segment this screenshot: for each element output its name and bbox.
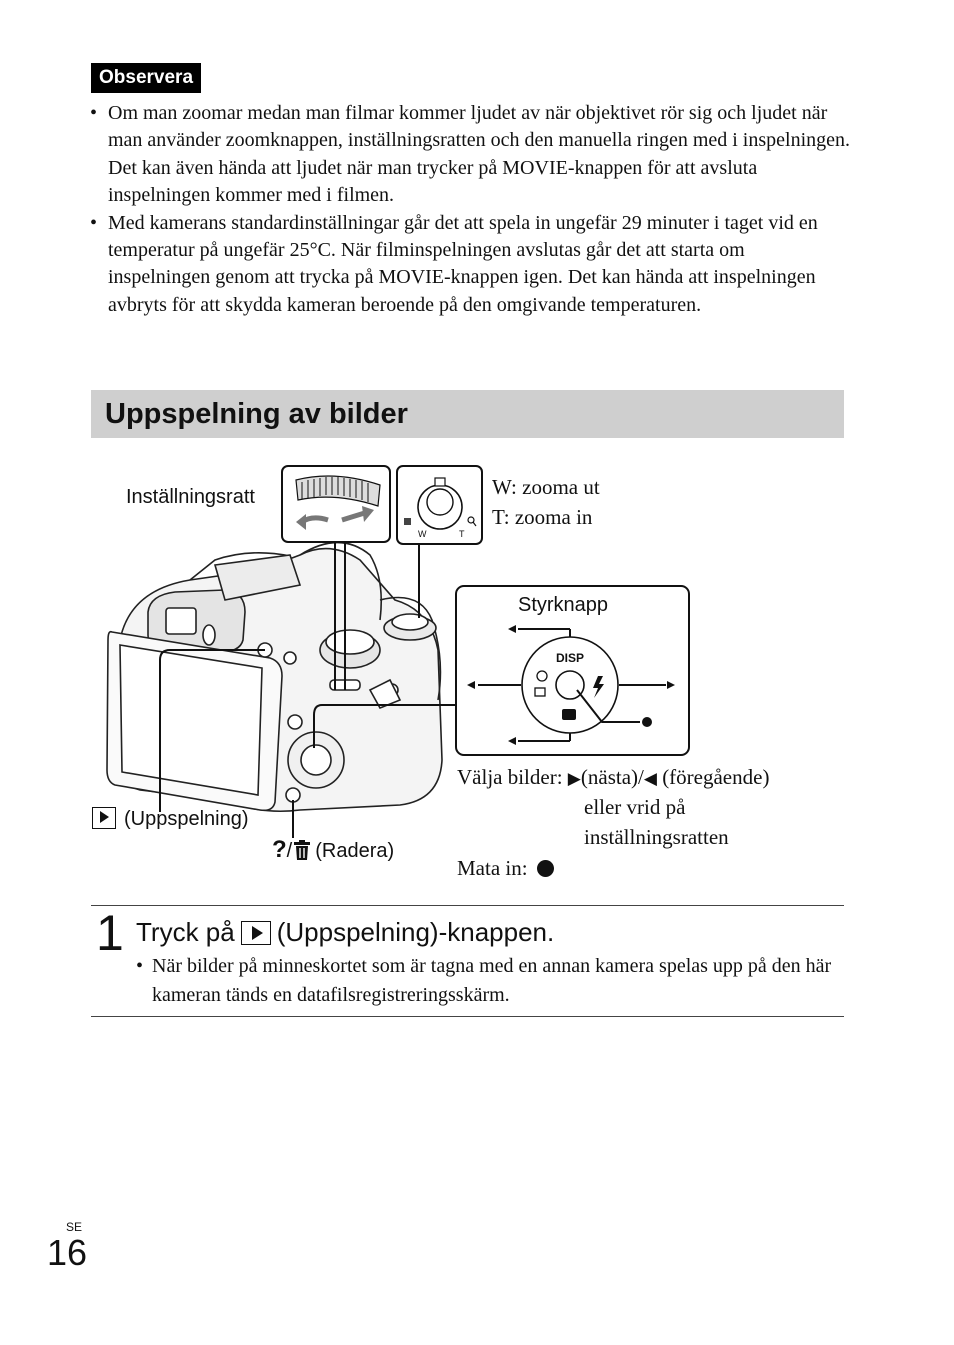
dial-label: Inställningsratt [126, 486, 255, 508]
zoom-t-mark: T [459, 529, 465, 539]
note-bullets [90, 100, 850, 319]
select-label: Välja bilder: ▶(nästa)/◀ (föregående) [457, 765, 770, 789]
trash-icon [293, 840, 311, 860]
section-title: Uppspelning av bilder [105, 398, 408, 430]
delete-label: ?/ (Radera) [272, 836, 395, 863]
step-bullet: • När bilder på minneskortet som är tagna med en annan kamera spelas upp på den här kameran tänds en datafilsregistreringsskärm. [136, 952, 836, 1010]
playback-label: (Uppspelning) [92, 807, 249, 831]
prev-arrow-icon: ◀ [643, 769, 657, 788]
note-bullet: • Med kamerans standardinställningar går det att spela in ungefär 29 minuter i taget vid en temperatur på ungefär 25°C. När filminspelningen avslutas går det att starta om inspelningen genom att trycka på MOVIE-knappen igen. Det kan hända att inspelningen avbryts för att skydda kameran beroende på den omgivande temperaturen. [90, 210, 850, 320]
step-bottom-rule [91, 1016, 844, 1017]
step-top-rule [91, 905, 844, 906]
step-title: Tryck på (Uppspelning)-knappen. [136, 917, 555, 947]
enter-label: Mata in: [457, 853, 554, 883]
enter-dot-icon [537, 860, 554, 877]
playback-icon [241, 921, 271, 945]
page-language: SE [66, 1220, 83, 1234]
note-bullet: • Om man zoomar medan man filmar kommer ljudet av när objektivet rör sig och ljudet när man använder zoomknappen, inställningsratten och den manuella ringen med i inspelningen. Det kan även hända att ljudet när man trycker på MOVIE-knappen för att avsluta inspelningen kommer med i filmen. [90, 100, 850, 210]
camera-illustration [0, 450, 954, 900]
zoom-w-mark: W [418, 529, 427, 539]
note-label: Observera [91, 63, 201, 93]
page-number: 16 [47, 1232, 88, 1273]
select-line-3: inställningsratten [584, 825, 729, 849]
camera-diagram [0, 450, 954, 900]
next-arrow-icon: ▶ [567, 769, 581, 788]
zoom-t-label: T: zooma in [492, 505, 593, 529]
playback-icon [92, 807, 116, 829]
step-bullets [136, 952, 836, 1010]
select-line-2: eller vrid på [584, 795, 686, 819]
help-icon: ? [272, 836, 287, 863]
zoom-w-label: W: zooma ut [492, 475, 600, 499]
disp-mark: DISP [556, 651, 585, 665]
control-label: Styrknapp [518, 594, 609, 616]
step-number: 1 [96, 905, 124, 961]
